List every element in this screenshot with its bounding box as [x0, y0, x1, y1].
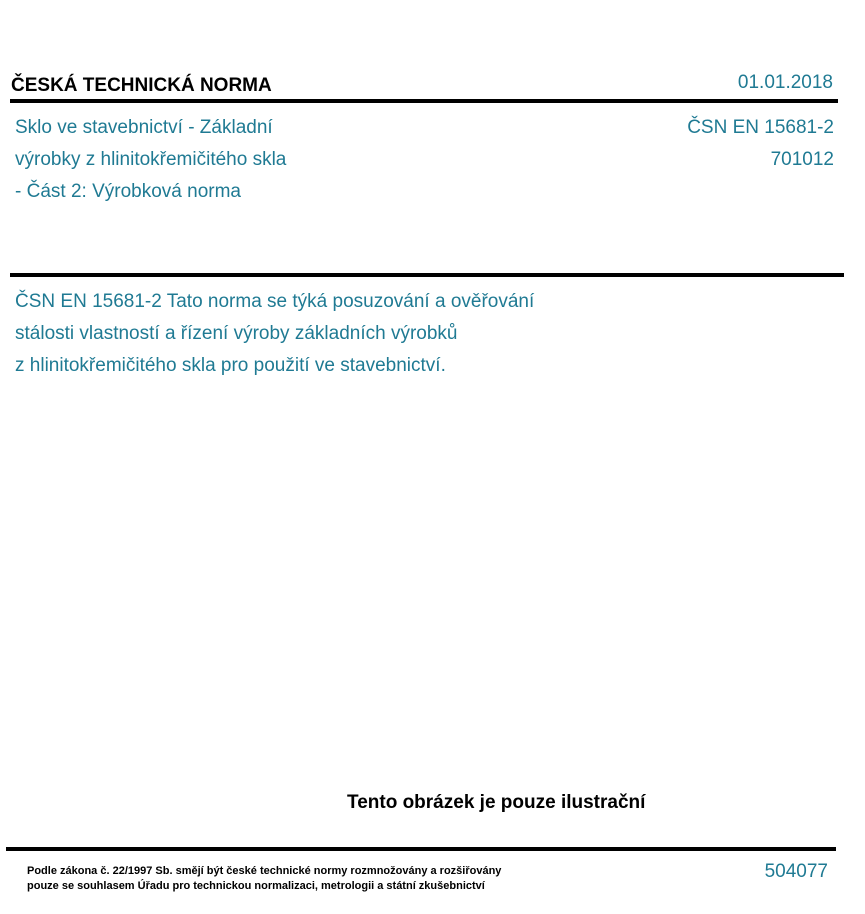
publication-date: 01.01.2018	[737, 72, 833, 93]
legal-notice-line: Podle zákona č. 22/1997 Sb. smějí být české technické normy rozmnožovány a rozšiřovány	[27, 865, 502, 877]
description-line: z hlinitokřemičitého skla pro použití ve stavebnictví.	[15, 355, 446, 376]
description-line: ČSN EN 15681-2 Tato norma se týká posuzování a ověřování	[15, 291, 535, 312]
description-line: stálosti vlastností a řízení výroby základních výrobků	[15, 323, 458, 344]
legal-notice-line: pouze se souhlasem Úřadu pro technickou normalizaci, metrologii a státní zkušebnictví	[27, 880, 485, 892]
page-title: ČESKÁ TECHNICKÁ NORMA	[11, 75, 272, 96]
header-divider	[10, 99, 838, 103]
classification-number: 701012	[770, 149, 834, 170]
footer-divider	[6, 847, 836, 851]
standard-number: ČSN EN 15681-2	[687, 117, 834, 138]
document-id: 504077	[764, 861, 828, 882]
standard-title-line: výrobky z hlinitokřemičitého skla	[15, 149, 287, 170]
standard-title-line: Sklo ve stavebnictví - Základní	[15, 117, 273, 138]
section-divider	[10, 273, 844, 277]
standard-title-line: - Část 2: Výrobková norma	[15, 181, 241, 202]
illustration-note: Tento obrázek je pouze ilustrační	[347, 792, 646, 813]
